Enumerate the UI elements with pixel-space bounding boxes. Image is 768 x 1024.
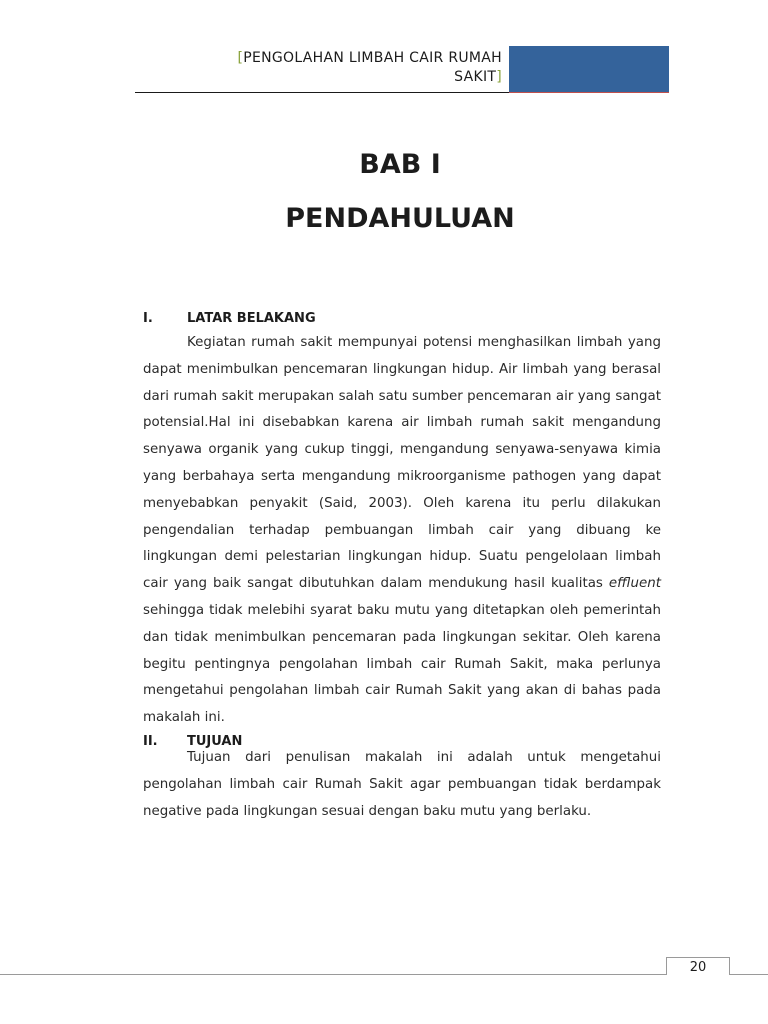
header-title — [140, 49, 502, 87]
body-text: Tujuan dari penulisan makalah ini adalah untuk mengetahui pengolahan limbah cair Rumah Sakit agar pembuangan tidak berdampak negative pada lingkungan sesuai dengan baku mutu yang berlaku. — [143, 750, 661, 819]
body-text: Kegiatan rumah sakit mempunyai potensi menghasilkan limbah yang dapat menimbulkan pencemaran lingkungan hidup. Air limbah yang berasal dari rumah sakit merupakan salah satu sumber pencemaran air yang sangat potensial.Hal ini disebabkan karena air limbah rumah sakit mengandung senyawa organik yang cukup tinggi, mengandung senyawa-senyawa kimia yang berbahaya serta mengandung mikroorganisme pathogen yang dapat menyebabkan penyakit (Said, 2003). Oleh karena itu perlu dilakukan pengendalian terhadap pembuangan limbah cair yang dibuang ke lingkungan demi pelestarian lingkungan hidup. Suatu pengelolaan limbah cair yang baik sangat dibutuhkan dalam mendukung hasil kualitas — [143, 335, 661, 592]
header-rule — [135, 92, 509, 93]
page-number: 20 — [666, 957, 730, 975]
body-text-italic: effluent — [608, 576, 661, 592]
section-title: LATAR BELAKANG — [187, 311, 316, 326]
section-title: TUJUAN — [187, 734, 243, 749]
header-title-line2: SAKIT — [454, 69, 497, 85]
header-bracket-open: [ — [237, 50, 244, 66]
section-heading-latar-belakang — [143, 311, 316, 327]
footer-rule — [0, 974, 768, 975]
section-number: I. — [143, 311, 153, 326]
section-number: II. — [143, 734, 158, 749]
header-rule-accent — [509, 92, 669, 93]
header-color-block — [509, 46, 669, 93]
chapter-label: BAB I — [359, 149, 441, 180]
header-title-line1: PENGOLAHAN LIMBAH CAIR RUMAH — [243, 50, 502, 66]
body-text: sehingga tidak melebihi syarat baku mutu yang ditetapkan oleh pemerintah dan tidak menimbulkan pencemaran pada lingkungan sekitar. Oleh karena begitu pentingnya pengolahan limbah cair Rumah Sakit, maka perlunya mengetahui pengolahan limbah cair Rumah Sakit yang akan di bahas pada makalah ini. — [143, 602, 661, 726]
section-body-latar-belakang — [143, 330, 661, 732]
header-bracket-close: ] — [496, 69, 502, 85]
section-body-tujuan — [143, 745, 661, 825]
chapter-title: PENDAHULUAN — [285, 203, 515, 234]
